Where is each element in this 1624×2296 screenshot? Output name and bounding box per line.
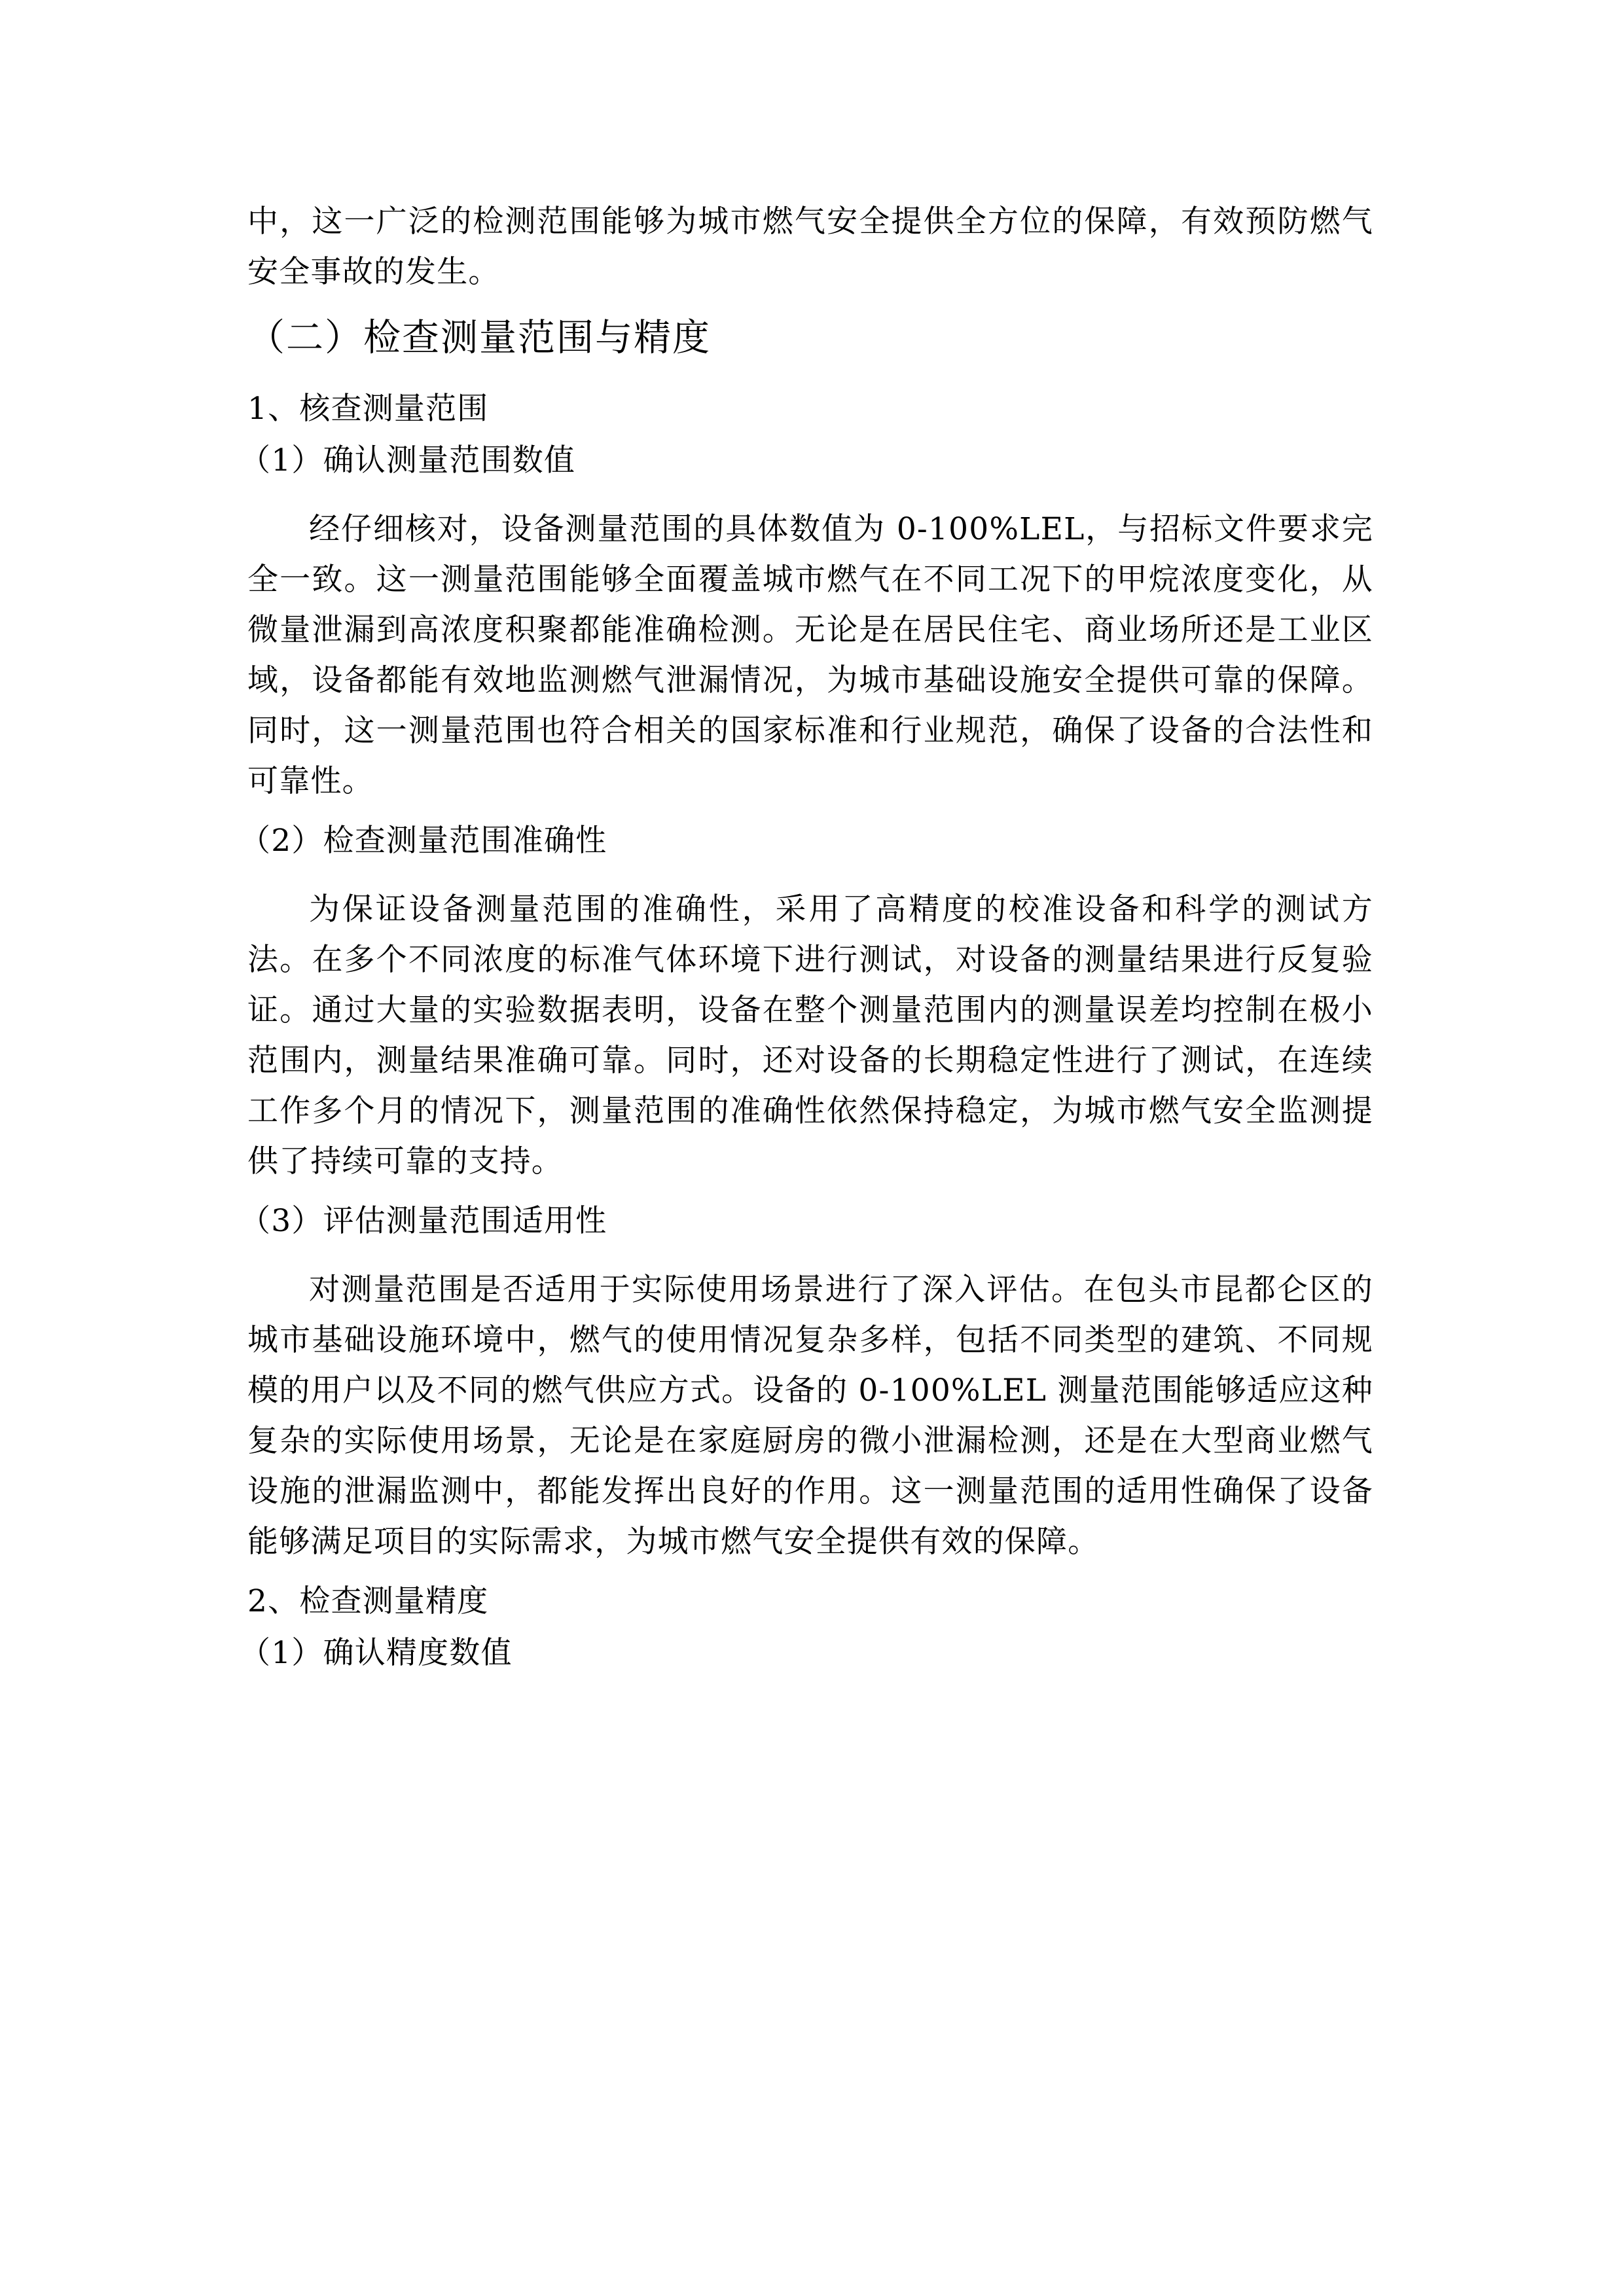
- paragraph-1-2: 为保证设备测量范围的准确性，采用了高精度的校准设备和科学的测试方法。在多个不同浓度的标准气体环境下进行测试，对设备的测量结果进行反复验证。通过大量的实验数据表明，设备在整个测量范围内的测量误差均控制在极小范围内，测量结果准确可靠。同时，还对设备的长期稳定性进行了测试，在连续工作多个月的情况下，测量范围的准确性依然保持稳定，为城市燃气安全监测提供了持续可靠的支持。: [247, 891, 1373, 1179]
- subsection-heading-1: 1、核查测量范围: [247, 391, 489, 427]
- subsection-heading-2: 2、检查测量精度: [247, 1583, 489, 1619]
- paragraph-continuation: 中，这一广泛的检测范围能够为城市燃气安全提供全方位的保障，有效预防燃气安全事故的发生。: [247, 204, 1373, 290]
- document-body: [240, 196, 1373, 1696]
- paragraph-1-1: 经仔细核对，设备测量范围的具体数值为 0-100%LEL，与招标文件要求完全一致。这一测量范围能够全面覆盖城市燃气在不同工况下的甲烷浓度变化，从微量泄漏到高浓度积聚都能准确检测。无论是在居民住宅、商业场所还是工业区域，设备都能有效地监测燃气泄漏情况，为城市基础设施安全提供可靠的保障。同时，这一测量范围也符合相关的国家标准和行业规范，确保了设备的合法性和可靠性。: [247, 511, 1373, 799]
- item-heading-1-3: （3）评估测量范围适用性: [240, 1203, 607, 1239]
- item-heading-1-2: （2）检查测量范围准确性: [240, 823, 607, 859]
- section-heading: （二）检查测量范围与精度: [247, 316, 711, 359]
- paragraph-1-3: 对测量范围是否适用于实际使用场景进行了深入评估。在包头市昆都仑区的城市基础设施环境中，燃气的使用情况复杂多样，包括不同类型的建筑、不同规模的用户以及不同的燃气供应方式。设备的 0-100%LEL 测量范围能够适应这种复杂的实际使用场景，无论是在家庭厨房的微小泄漏检测，还是在大型商业燃气设施的泄漏监测中，都能发挥出良好的作用。这一测量范围的适用性确保了设备能够满足项目的实际需求，为城市燃气安全提供有效的保障。: [247, 1272, 1373, 1560]
- item-heading-2-1: （1）确认精度数值: [240, 1635, 513, 1671]
- item-heading-1-1: （1）确认测量范围数值: [240, 442, 576, 478]
